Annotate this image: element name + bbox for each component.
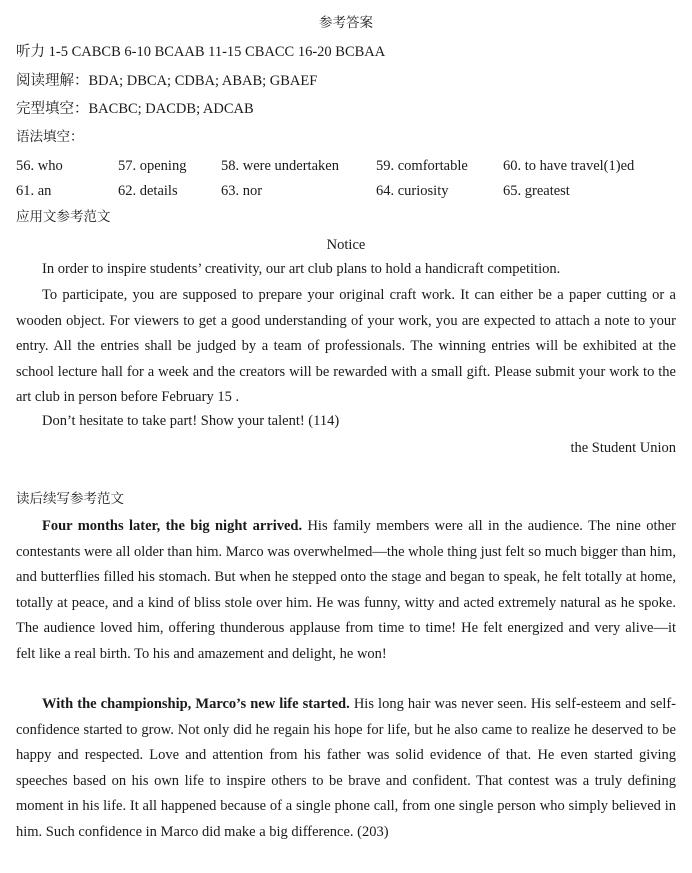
grammar-answer: 65. greatest (503, 183, 570, 199)
notice-paragraph-3: Don’t hesitate to take part! Show your talent! (114) (42, 413, 340, 429)
paragraph-lead: With the championship, Marco’s new life started. (42, 696, 350, 712)
grammar-answer: 59. comfortable (376, 158, 468, 174)
paragraph-body: His family members were all in the audience. The nine other contestants were all older than him. Marco was overwhelmed—the whole thing just felt so much bigger than him, and butterflies filled his stomach. But when he stepped onto the stage and began to speak, he felt totally at home, totally at peace, and a kind of bliss stole over him. He was funny, witty and acted extremely natural as he spoke. The audience loved him, offering thunderous applause from time to time! He felt energized and very alive—it felt like a real birth. To his and amazement and delight, he won! (16, 518, 676, 662)
grammar-answer: 63. nor (221, 183, 263, 199)
grammar-answer: 61. an (16, 183, 52, 199)
continuation-paragraph-2 (16, 692, 676, 845)
grammar-answer: 56. who (16, 158, 63, 174)
notice-heading: Notice (326, 237, 366, 253)
grammar-answer: 64. curiosity (376, 183, 449, 199)
notice-paragraph-1: In order to inspire students’ creativity, our art club plans to hold a handicraft competition. (42, 261, 561, 277)
page-title: 参考答案 (319, 15, 373, 31)
practical-writing-label: 应用文参考范文 (16, 209, 111, 225)
grammar-answer: 58. were undertaken (221, 158, 339, 174)
grammar-answer: 62. details (118, 183, 178, 199)
paragraph-lead: Four months later, the big night arrived. (42, 518, 303, 534)
grammar-answer: 60. to have travel(1)ed (503, 158, 635, 174)
continuation-paragraph-1 (16, 514, 676, 667)
paragraph-body: His long hair was never seen. His self-esteem and self-confidence started to grow. Not only did he regain his hope for life, but he also came to realize he deserved to be happy and respected. Love and attention from his father was solid evidence of that. He even started giving speeches based on his own life to inspire others to be brave and confident. That contest was a truly defining moment in his life. It all happened because of a single phone call, from one single person who simply believed in him. Such confidence in Marco did make a big difference. (203) (16, 696, 676, 840)
continuation-label: 读后续写参考范文 (16, 491, 124, 507)
reading-answers: 阅读理解：BDA; DBCA; CDBA; ABAB; GBAEF (16, 73, 318, 89)
grammar-answer: 57. opening (118, 158, 187, 174)
notice-paragraph-2: To participate, you are supposed to prepare your original craft work. It can either be a paper cutting or a wooden object. For viewers to get a good understanding of your work, you are expected to attach a note to your entry. All the entries shall be judged by a team of professionals. The winning entries will be exhibited at the school lecture hall for a week and the creators will be rewarded with a small gift. Please submit your work to the art club in person before February 15 . (16, 287, 676, 405)
grammar-label: 语法填空： (16, 129, 84, 145)
listening-answers: 听力 1-5 CABCB 6-10 BCAAB 11-15 CBACC 16-20 BCBAA (16, 44, 386, 60)
notice-signature: the Student Union (570, 440, 676, 456)
cloze-answers: 完型填空：BACBC; DACDB; ADCAB (16, 101, 254, 117)
